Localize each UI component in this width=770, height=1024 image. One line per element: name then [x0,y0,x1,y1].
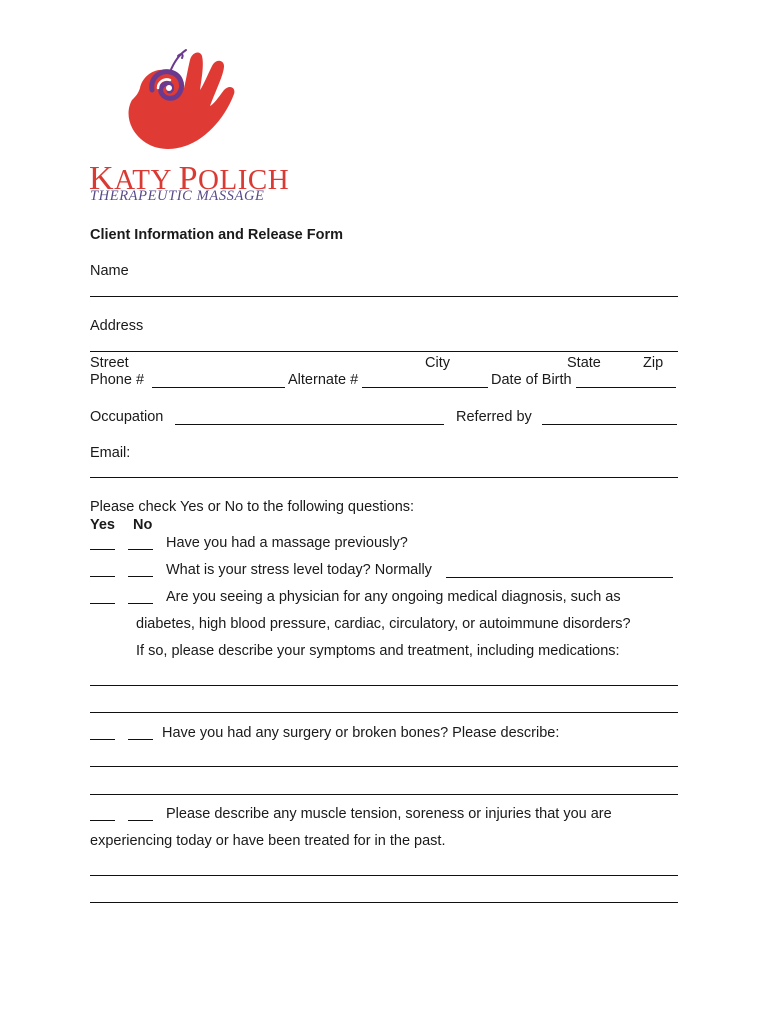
q2-text: What is your stress level today? Normally [166,562,432,578]
phone-label: Phone # [90,372,145,388]
q4-answer-line-1[interactable] [90,766,678,767]
referred-label: Referred by [456,409,532,425]
occupation-field[interactable] [175,424,444,425]
dob-field[interactable] [576,387,676,388]
q1-text: Have you had a massage previously? [166,535,408,551]
q5-no-blank[interactable] [128,820,153,821]
q2-yes-blank[interactable] [90,576,115,577]
q3-answer-line-1[interactable] [90,685,678,686]
q3-no-blank[interactable] [128,603,153,604]
no-header: No [133,517,153,533]
dob-label: Date of Birth [491,372,572,388]
q1-yes-blank[interactable] [90,549,115,550]
q4-no-blank[interactable] [128,739,153,740]
hand-spiral-icon [118,44,240,162]
q3-answer-line-2[interactable] [90,712,678,713]
phone-field[interactable] [152,387,285,388]
name-label: Name [90,263,129,279]
street-label: Street [90,355,129,371]
email-label: Email: [90,445,131,461]
logo-tagline: THERAPEUTIC MASSAGE [90,188,265,204]
q4-text: Have you had any surgery or broken bones? Please describe: [162,725,560,741]
zip-label: Zip [643,355,664,371]
alternate-field[interactable] [362,387,488,388]
q5-text-line2: experiencing today or have been treated for in the past. [90,833,446,849]
q5-answer-line-1[interactable] [90,875,678,876]
address-label: Address [90,318,144,334]
form-title: Client Information and Release Form [90,227,343,243]
q3-yes-blank[interactable] [90,603,115,604]
name-field[interactable] [90,296,678,297]
q5-yes-blank[interactable] [90,820,115,821]
referred-field[interactable] [542,424,677,425]
yes-header: Yes [90,517,115,533]
email-field[interactable] [90,477,678,478]
q1-no-blank[interactable] [128,549,153,550]
q5-answer-line-2[interactable] [90,902,678,903]
q4-answer-line-2[interactable] [90,794,678,795]
city-label: City [425,355,450,371]
state-label: State [567,355,601,371]
q5-text-line1: Please describe any muscle tension, soreness or injuries that you are [166,806,612,822]
q2-no-blank[interactable] [128,576,153,577]
q3-text-line1: Are you seeing a physician for any ongoing medical diagnosis, such as [166,589,621,605]
q3-text-line2: diabetes, high blood pressure, cardiac, circulatory, or autoimmune disorders? [136,616,631,632]
occupation-label: Occupation [90,409,164,425]
stress-level-field[interactable] [446,577,673,578]
questions-intro: Please check Yes or No to the following questions: [90,499,415,515]
q4-yes-blank[interactable] [90,739,115,740]
q3-text-line3: If so, please describe your symptoms and treatment, including medications: [136,643,620,659]
logo-wordmark: KATY POLICH [89,160,290,197]
address-field[interactable] [90,351,678,352]
alternate-label: Alternate # [288,372,359,388]
